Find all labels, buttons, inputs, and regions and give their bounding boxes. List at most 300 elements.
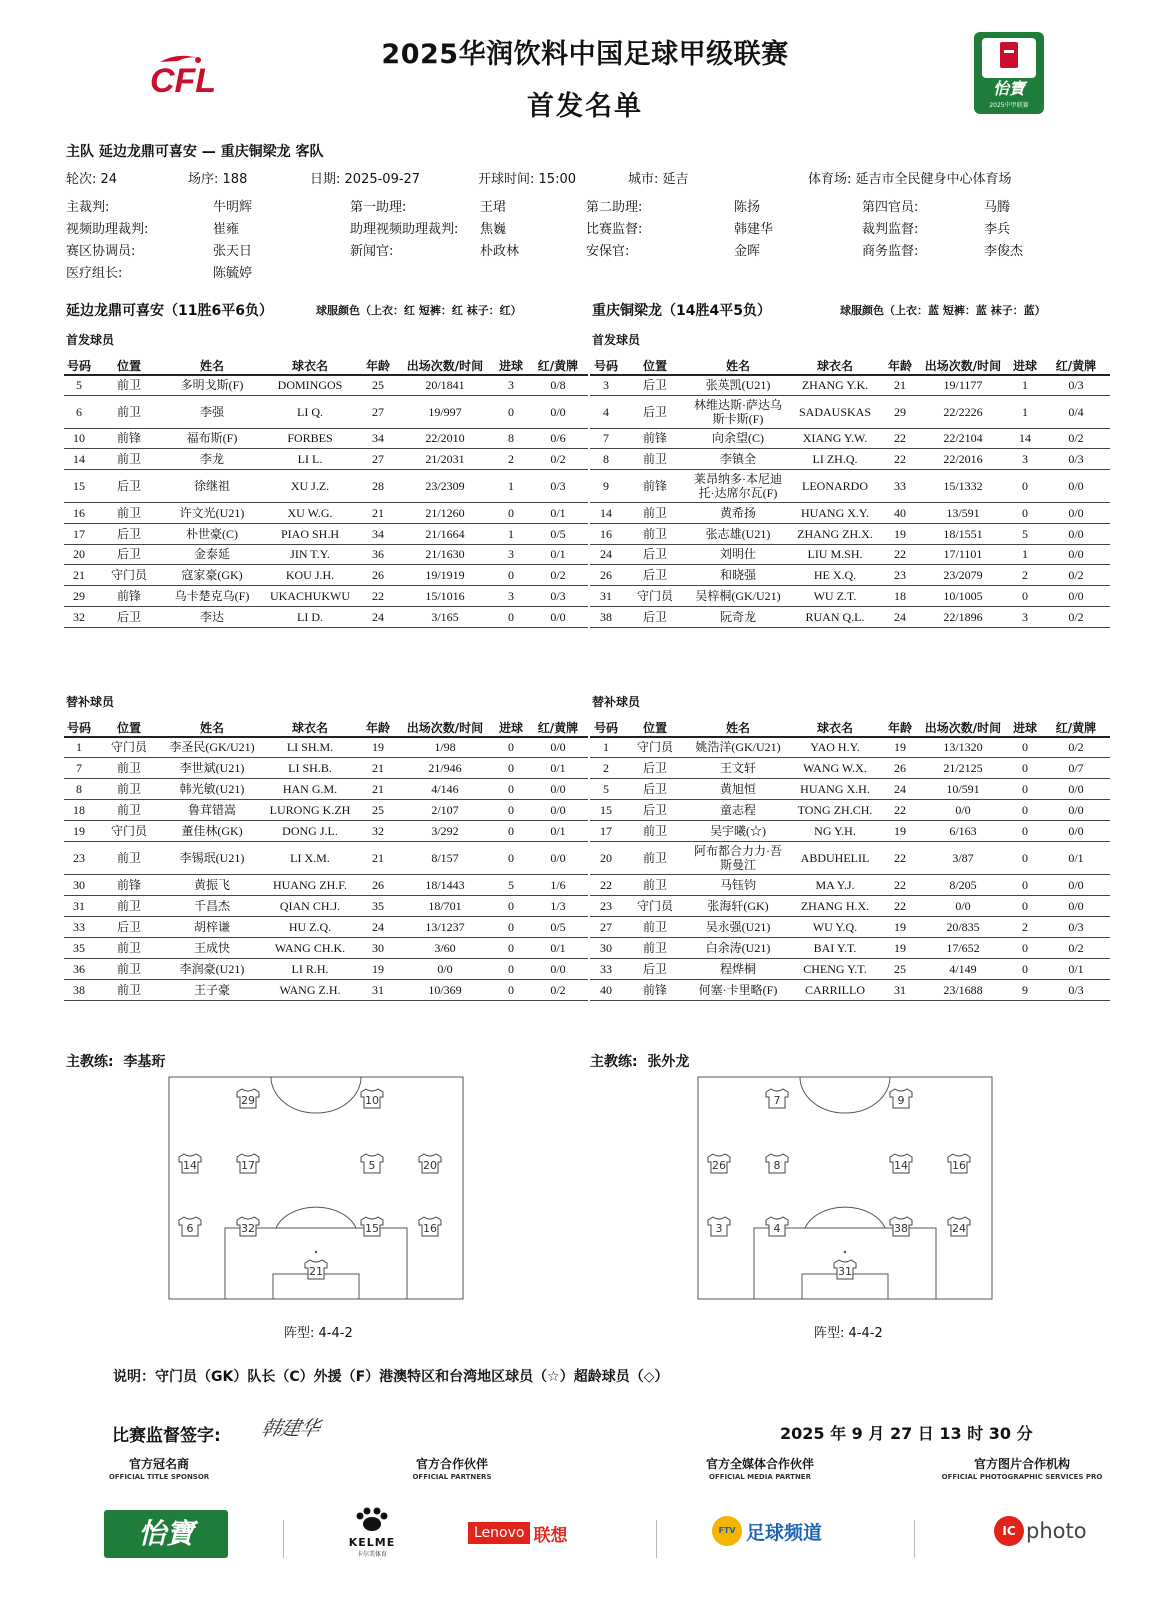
- table-cell: 许文光(U21): [164, 502, 260, 523]
- table-cell: 2: [1008, 916, 1042, 937]
- table-cell: 29: [64, 585, 94, 606]
- match-info-value: 15:00: [538, 172, 576, 187]
- table-cell: 16: [590, 523, 622, 544]
- player-shirt-number: 20: [423, 1159, 437, 1172]
- match-info-item: [478, 168, 576, 187]
- column-header: 出场次数/时间: [918, 356, 1008, 375]
- table-cell: 19/1919: [396, 564, 494, 585]
- svg-text:怡寶: 怡寶: [992, 79, 1026, 98]
- table-cell: 4/146: [396, 778, 494, 799]
- table-cell: 1: [1008, 395, 1042, 428]
- table-cell: 黄振飞: [164, 874, 260, 895]
- player-shirt-number: 9: [897, 1094, 905, 1107]
- ftv-logo: FTV 足球频道: [712, 1516, 822, 1546]
- table-cell: WU Y.Q.: [788, 916, 882, 937]
- table-cell: 吴永强(U21): [688, 916, 788, 937]
- match-info-label: 场序:: [188, 172, 219, 187]
- table-cell: 2: [494, 448, 528, 469]
- table-cell: 0/0: [528, 737, 588, 757]
- table-cell: 40: [882, 502, 918, 523]
- column-header: 球衣名: [788, 356, 882, 375]
- table-cell: 28: [360, 469, 396, 502]
- match-info-value: 延吉: [662, 172, 689, 187]
- match-info-label: 城市:: [628, 172, 659, 187]
- table-cell: BAI Y.T.: [788, 937, 882, 958]
- table-cell: 3: [494, 375, 528, 395]
- table-cell: 前卫: [622, 820, 688, 841]
- column-header: 出场次数/时间: [396, 718, 494, 737]
- table-cell: 0/0: [1042, 585, 1110, 606]
- table-cell: 朴世豪(C): [164, 523, 260, 544]
- table-cell: LI X.M.: [260, 841, 360, 874]
- player-shirt-number: 10: [365, 1094, 379, 1107]
- table-row: [64, 757, 588, 778]
- match-info-label: 轮次:: [66, 172, 97, 187]
- table-cell: 刘明仕: [688, 544, 788, 564]
- table-cell: 10/369: [396, 979, 494, 1000]
- table-cell: 9: [1008, 979, 1042, 1000]
- table-cell: 31: [64, 895, 94, 916]
- table-cell: 14: [1008, 428, 1042, 448]
- player-shirt-icon: [766, 1089, 788, 1108]
- table-cell: 0/0: [918, 895, 1008, 916]
- player-shirt-icon: [419, 1217, 441, 1236]
- table-cell: 0/3: [1042, 375, 1110, 395]
- table-cell: LI D.: [260, 606, 360, 627]
- table-row: [590, 841, 1110, 874]
- table-cell: FORBES: [260, 428, 360, 448]
- table-cell: WANG W.X.: [788, 757, 882, 778]
- table-cell: 19: [64, 820, 94, 841]
- table-cell: 3: [590, 375, 622, 395]
- table-cell: 0/8: [528, 375, 588, 395]
- official-name: 牛明辉: [213, 200, 253, 215]
- table-cell: 21: [64, 564, 94, 585]
- table-cell: WU Z.T.: [788, 585, 882, 606]
- table-cell: 后卫: [622, 799, 688, 820]
- table-row: [64, 874, 588, 895]
- table-cell: LIU M.SH.: [788, 544, 882, 564]
- table-cell: 24: [590, 544, 622, 564]
- official-name: 朴政林: [480, 244, 520, 259]
- table-cell: 0: [494, 502, 528, 523]
- table-cell: 5: [1008, 523, 1042, 544]
- table-cell: 后卫: [94, 606, 164, 627]
- table-cell: 阮奇龙: [688, 606, 788, 627]
- table-cell: HAN G.M.: [260, 778, 360, 799]
- table-cell: 0/5: [528, 916, 588, 937]
- table-cell: 白余涛(U21): [688, 937, 788, 958]
- table-row: [64, 502, 588, 523]
- table-row: [64, 895, 588, 916]
- sponsor-heading-sub: OFFICIAL PARTNERS: [412, 1473, 492, 1481]
- table-cell: 0: [494, 778, 528, 799]
- table-cell: 0/0: [1042, 874, 1110, 895]
- table-row: [64, 958, 588, 979]
- table-cell: ZHANG Y.K.: [788, 375, 882, 395]
- table-cell: 0/3: [1042, 916, 1110, 937]
- table-row: [64, 799, 588, 820]
- table-cell: 0/3: [1042, 448, 1110, 469]
- table-row: [590, 585, 1110, 606]
- player-shirt-number: 15: [365, 1222, 379, 1235]
- table-cell: 前卫: [94, 958, 164, 979]
- table-cell: 0: [494, 937, 528, 958]
- table-row: [590, 564, 1110, 585]
- table-cell: 鲁茸错嵩: [164, 799, 260, 820]
- table-cell: 李圣民(GK/U21): [164, 737, 260, 757]
- column-header: 球衣名: [260, 718, 360, 737]
- player-shirt-number: 8: [773, 1159, 781, 1172]
- table-cell: 1: [494, 523, 528, 544]
- table-cell: 0: [494, 395, 528, 428]
- table-row: [64, 916, 588, 937]
- column-header: 进球: [494, 718, 528, 737]
- table-cell: 10: [64, 428, 94, 448]
- table-cell: 守门员: [622, 737, 688, 757]
- table-cell: 李世斌(U21): [164, 757, 260, 778]
- official-name: 陈扬: [734, 200, 761, 215]
- match-info-label: 开球时间:: [478, 172, 535, 187]
- table-cell: 3: [494, 544, 528, 564]
- table-cell: 前卫: [622, 916, 688, 937]
- table-cell: 23/1688: [918, 979, 1008, 1000]
- table-cell: 0: [1008, 778, 1042, 799]
- column-header: 位置: [622, 356, 688, 375]
- penalty-spot: [844, 1251, 846, 1253]
- column-header: 红/黄牌: [528, 356, 588, 375]
- table-cell: 21/2125: [918, 757, 1008, 778]
- away-subs-label: 替补球员: [592, 695, 641, 709]
- table-cell: ZHANG ZH.X.: [788, 523, 882, 544]
- table-cell: CHENG Y.T.: [788, 958, 882, 979]
- table-cell: 乌卡楚克乌(F): [164, 585, 260, 606]
- table-cell: 18/1443: [396, 874, 494, 895]
- match-info-value: 24: [100, 172, 118, 187]
- table-cell: 0/3: [528, 585, 588, 606]
- table-cell: HUANG X.H.: [788, 778, 882, 799]
- table-cell: 0: [494, 916, 528, 937]
- table-cell: 31: [360, 979, 396, 1000]
- table-cell: 22: [590, 874, 622, 895]
- table-cell: 16: [64, 502, 94, 523]
- player-shirt-icon: [361, 1154, 383, 1173]
- table-cell: 0/2: [1042, 606, 1110, 627]
- table-cell: 0: [1008, 874, 1042, 895]
- table-cell: 马钰钧: [688, 874, 788, 895]
- table-cell: 前卫: [94, 375, 164, 395]
- table-cell: 18/1551: [918, 523, 1008, 544]
- table-cell: 后卫: [622, 395, 688, 428]
- table-cell: 27: [590, 916, 622, 937]
- table-cell: LI SH.B.: [260, 757, 360, 778]
- table-cell: 千昌杰: [164, 895, 260, 916]
- table-cell: 25: [360, 375, 396, 395]
- table-row: [64, 564, 588, 585]
- table-cell: 吴梓桐(GK/U21): [688, 585, 788, 606]
- table-cell: 0/2: [1042, 937, 1110, 958]
- table-cell: 3/292: [396, 820, 494, 841]
- table-cell: LI ZH.Q.: [788, 448, 882, 469]
- table-cell: 后卫: [94, 544, 164, 564]
- table-cell: 15/1332: [918, 469, 1008, 502]
- table-cell: 9: [590, 469, 622, 502]
- table-cell: 24: [882, 778, 918, 799]
- table-cell: 0/7: [1042, 757, 1110, 778]
- table-cell: 0: [494, 841, 528, 874]
- table-cell: DOMINGOS: [260, 375, 360, 395]
- table-cell: 7: [590, 428, 622, 448]
- table-cell: 19: [882, 523, 918, 544]
- column-header: 姓名: [164, 718, 260, 737]
- table-cell: 31: [590, 585, 622, 606]
- table-row: [590, 778, 1110, 799]
- player-shirt-number: 32: [241, 1222, 255, 1235]
- table-cell: 20: [64, 544, 94, 564]
- table-row: [64, 448, 588, 469]
- away-kit-colors: 球服颜色（上衣：蓝 短裤：蓝 袜子：蓝）: [840, 304, 1046, 317]
- table-cell: 26: [360, 874, 396, 895]
- column-header: 进球: [494, 356, 528, 375]
- table-row: [590, 916, 1110, 937]
- player-shirt-number: 17: [241, 1159, 255, 1172]
- table-row: [64, 375, 588, 395]
- table-cell: 22: [360, 585, 396, 606]
- table-cell: LI R.H.: [260, 958, 360, 979]
- table-cell: 向余望(C): [688, 428, 788, 448]
- table-row: [590, 606, 1110, 627]
- player-shirt-icon: [890, 1089, 912, 1108]
- table-cell: 后卫: [622, 375, 688, 395]
- player-shirt-number: 31: [838, 1265, 852, 1278]
- table-cell: 李强: [164, 395, 260, 428]
- table-cell: 0/2: [1042, 737, 1110, 757]
- table-cell: 3: [1008, 448, 1042, 469]
- table-cell: 0/5: [528, 523, 588, 544]
- table-cell: 3/165: [396, 606, 494, 627]
- table-cell: 21/946: [396, 757, 494, 778]
- table-cell: 19: [882, 820, 918, 841]
- table-cell: 21/2031: [396, 448, 494, 469]
- penalty-arc: [276, 1207, 356, 1228]
- table-cell: LEONARDO: [788, 469, 882, 502]
- table-cell: 0/1: [1042, 958, 1110, 979]
- table-cell: 3/60: [396, 937, 494, 958]
- table-cell: 5: [494, 874, 528, 895]
- table-cell: 17/1101: [918, 544, 1008, 564]
- table-cell: 前卫: [94, 895, 164, 916]
- table-cell: 17: [590, 820, 622, 841]
- player-shirt-icon: [890, 1217, 912, 1236]
- table-cell: UKACHUKWU: [260, 585, 360, 606]
- table-cell: 26: [590, 564, 622, 585]
- kelme-logo: KELME 卡尔美体育: [336, 1506, 408, 1558]
- table-cell: 前卫: [622, 874, 688, 895]
- table-cell: 13/591: [918, 502, 1008, 523]
- player-shirt-number: 7: [773, 1094, 781, 1107]
- player-shirt-icon: [766, 1217, 788, 1236]
- table-cell: 福布斯(F): [164, 428, 260, 448]
- table-cell: HE X.Q.: [788, 564, 882, 585]
- table-cell: 22: [882, 428, 918, 448]
- table-cell: 22: [882, 544, 918, 564]
- table-cell: QIAN CH.J.: [260, 895, 360, 916]
- player-shirt-number: 3: [715, 1222, 723, 1235]
- table-row: [590, 395, 1110, 428]
- table-cell: 前卫: [94, 799, 164, 820]
- table-cell: 0: [1008, 937, 1042, 958]
- table-row: [64, 469, 588, 502]
- official-role-label: 新闻官:: [350, 244, 394, 259]
- table-cell: 38: [64, 979, 94, 1000]
- column-header: 位置: [94, 356, 164, 375]
- table-cell: 胡梓谦: [164, 916, 260, 937]
- table-cell: 董佳林(GK): [164, 820, 260, 841]
- column-header: 球衣名: [788, 718, 882, 737]
- table-cell: 0/3: [1042, 979, 1110, 1000]
- table-cell: 寇家豪(GK): [164, 564, 260, 585]
- player-shirt-icon: [708, 1217, 730, 1236]
- table-cell: 李润豪(U21): [164, 958, 260, 979]
- table-cell: PIAO SH.H: [260, 523, 360, 544]
- table-cell: 前锋: [94, 585, 164, 606]
- table-cell: 后卫: [622, 958, 688, 979]
- table-cell: 21: [360, 757, 396, 778]
- table-cell: HUANG X.Y.: [788, 502, 882, 523]
- table-row: [590, 375, 1110, 395]
- column-header: 姓名: [164, 356, 260, 375]
- table-cell: 21/1630: [396, 544, 494, 564]
- table-cell: 3: [1008, 606, 1042, 627]
- table-cell: 13/1320: [918, 737, 1008, 757]
- table-cell: 0/1: [528, 937, 588, 958]
- table-cell: 前锋: [622, 979, 688, 1000]
- ic-badge-icon: IC: [994, 1516, 1024, 1546]
- table-row: [590, 979, 1110, 1000]
- table-cell: 后卫: [94, 469, 164, 502]
- yibao-sponsor-logo: 怡寶: [104, 1510, 228, 1558]
- player-shirt-icon: [708, 1154, 730, 1173]
- table-cell: 0/1: [1042, 841, 1110, 874]
- table-cell: 24: [360, 916, 396, 937]
- table-cell: 0/2: [528, 448, 588, 469]
- table-cell: 前锋: [622, 428, 688, 448]
- table-cell: 19: [882, 916, 918, 937]
- table-cell: 8: [494, 428, 528, 448]
- table-cell: 前锋: [94, 874, 164, 895]
- player-shirt-number: 38: [894, 1222, 908, 1235]
- away-formation: 阵型: 4-4-2: [814, 1326, 883, 1341]
- official-name: 焦巍: [480, 222, 507, 237]
- table-row: [590, 469, 1110, 502]
- center-circle-arc: [800, 1077, 890, 1113]
- table-row: [64, 778, 588, 799]
- table-cell: DONG J.L.: [260, 820, 360, 841]
- table-cell: 0: [1008, 469, 1042, 502]
- column-header: 号码: [590, 356, 622, 375]
- table-cell: 2/107: [396, 799, 494, 820]
- table-cell: 21: [882, 375, 918, 395]
- table-row: [590, 448, 1110, 469]
- sponsor-divider: [914, 1520, 915, 1558]
- column-header: 红/黄牌: [1042, 718, 1110, 737]
- table-cell: 李达: [164, 606, 260, 627]
- table-row: [64, 395, 588, 428]
- table-cell: 后卫: [622, 757, 688, 778]
- player-shirt-number: 16: [423, 1222, 437, 1235]
- table-cell: 2: [1008, 564, 1042, 585]
- table-cell: HUANG ZH.F.: [260, 874, 360, 895]
- table-cell: 34: [360, 428, 396, 448]
- away-team-name: 重庆铜梁龙（14胜4平5负）: [592, 303, 771, 319]
- match-info-value: 延吉市全民健身中心体育场: [855, 172, 1012, 187]
- table-cell: 0/1: [528, 502, 588, 523]
- table-cell: CARRILLO: [788, 979, 882, 1000]
- table-cell: 1: [64, 737, 94, 757]
- table-cell: XU W.G.: [260, 502, 360, 523]
- table-cell: 1: [1008, 375, 1042, 395]
- table-cell: 10/1005: [918, 585, 1008, 606]
- table-cell: 4/149: [918, 958, 1008, 979]
- table-cell: 徐继祖: [164, 469, 260, 502]
- table-cell: 0: [494, 737, 528, 757]
- table-cell: LI L.: [260, 448, 360, 469]
- table-cell: 王成快: [164, 937, 260, 958]
- table-cell: ZHANG H.X.: [788, 895, 882, 916]
- table-cell: 0/0: [1042, 778, 1110, 799]
- home-coach: 主教练: 李基珩: [66, 1054, 166, 1070]
- table-cell: 30: [360, 937, 396, 958]
- away-subs-table: [590, 718, 1110, 1001]
- player-shirt-icon: [890, 1154, 912, 1173]
- table-cell: 0: [494, 799, 528, 820]
- official-name: 崔雍: [213, 222, 240, 237]
- ic-photo-logo: IC photo: [994, 1516, 1087, 1546]
- table-cell: 后卫: [94, 916, 164, 937]
- table-cell: 2: [590, 757, 622, 778]
- table-cell: 27: [360, 395, 396, 428]
- table-cell: 0: [494, 895, 528, 916]
- player-shirt-number: 14: [894, 1159, 908, 1172]
- column-header: 年龄: [360, 718, 396, 737]
- table-cell: 19: [882, 937, 918, 958]
- table-cell: 前卫: [622, 502, 688, 523]
- home-formation: 阵型: 4-4-2: [284, 1326, 353, 1341]
- table-cell: 张志雄(U21): [688, 523, 788, 544]
- table-cell: 0/2: [528, 979, 588, 1000]
- match-info-value: 2025-09-27: [344, 172, 421, 187]
- table-cell: 22/2104: [918, 428, 1008, 448]
- svg-text:CFL: CFL: [149, 62, 217, 98]
- official-name: 李兵: [984, 222, 1011, 237]
- table-cell: 守门员: [94, 820, 164, 841]
- table-cell: 守门员: [622, 895, 688, 916]
- table-cell: 18: [882, 585, 918, 606]
- table-cell: 前卫: [94, 757, 164, 778]
- table-cell: 吴宇曦(☆): [688, 820, 788, 841]
- table-cell: 0: [1008, 757, 1042, 778]
- table-cell: 22/2226: [918, 395, 1008, 428]
- table-cell: 0/0: [1042, 469, 1110, 502]
- table-cell: 23: [64, 841, 94, 874]
- table-row: [64, 979, 588, 1000]
- table-cell: 32: [360, 820, 396, 841]
- official-name: 马腾: [984, 200, 1011, 215]
- paw-icon: [352, 1506, 392, 1532]
- table-row: [590, 757, 1110, 778]
- table-cell: 0: [1008, 799, 1042, 820]
- table-cell: 23: [882, 564, 918, 585]
